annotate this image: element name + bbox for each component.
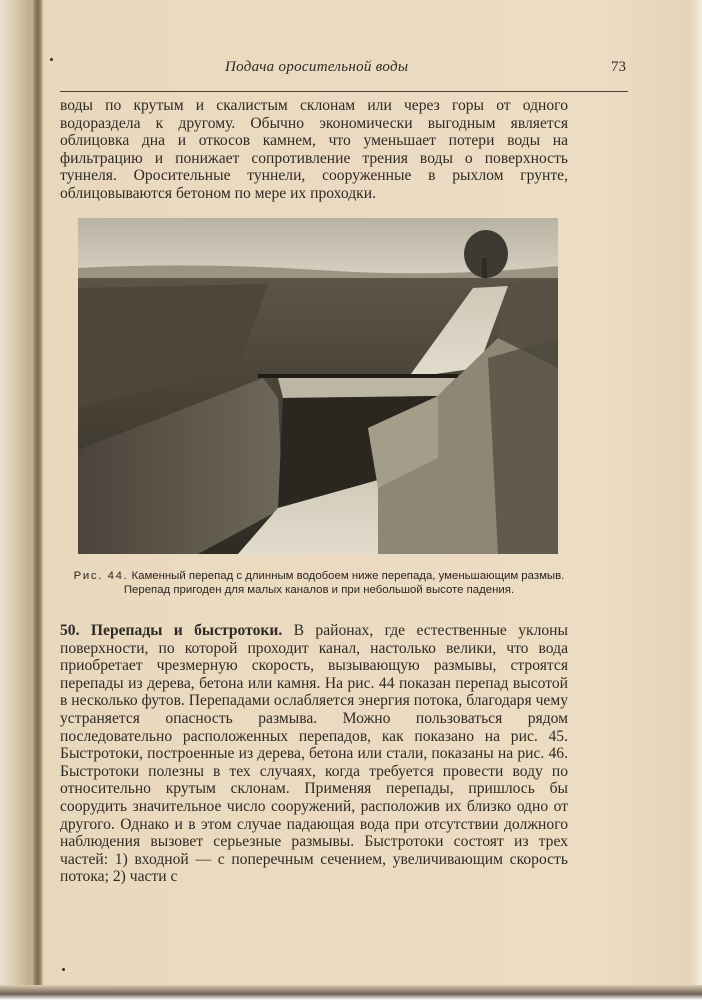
book-spine-shadow [34,0,42,1000]
header-title: Подача оросительной воды [225,59,409,75]
scan-bottom-edge [0,985,702,1000]
margin-mark [50,58,53,61]
section-number: 50. [60,622,80,639]
canal-drop-photo [78,218,558,554]
section-text: В районах, где естественные уклоны поверхности, по которой проходит канал, настолько велики, что вода приобретает чрезмерную скорость, вызывающую размывы, строятся перепады из дерева, бетона или камня. На рис. 44 показан перепад высотой в несколько футов. Перепадами ослабляется энергия потока, благодаря чему устраняется опасность размыва. Можно пользоваться рядом последовательно расположенных перепадов, как показано на рис. 45. Быстротоки, построенные из дерева, бетона или стали, показаны на рис. 46. Быстротоки полезны в тех случаях, когда требуется провести воду по относительно крутым склонам. Применяя перепады, пришлось бы соорудить значительное число сооружений, расположив их близко одно от другого. Однако и в этом случае падающая вода при отсутствии должного наблюдения вызовет серьезные размывы. Быстротоки состоят из трех частей: 1) входной — с поперечным сечением, увеличивающим скорость потока; 2) части с [60,622,568,886]
facing-page-edge [0,0,30,1000]
figure-label: Рис. 44. [73,570,129,582]
page-number: 73 [611,59,626,75]
section-paragraph [60,622,568,886]
running-header [60,55,628,92]
figure-caption-text: Каменный перепад с длинным водобоем ниже перепада, уменьшающим размыв. Перепад пригоден для малых каналов и при небольшой высоте падения. [123,570,565,597]
margin-mark-bottom [62,968,65,971]
figure-caption [70,569,568,597]
figure-44-photo [78,218,558,554]
intro-paragraph: воды по крутым и скалистым склонам или через горы от одного водораздела к другому. Обычно экономически выгодным является облицовка дна и откосов камнем, что уменьшает потери воды на фильтрацию и понижает сопротивление трения воды о поверхность туннеля. Оросительные туннели, сооруженные в рыхлом грунте, облицовываются бетоном по мере их проходки. [60,97,568,202]
section-title: Перепады и быстротоки. [90,622,283,639]
